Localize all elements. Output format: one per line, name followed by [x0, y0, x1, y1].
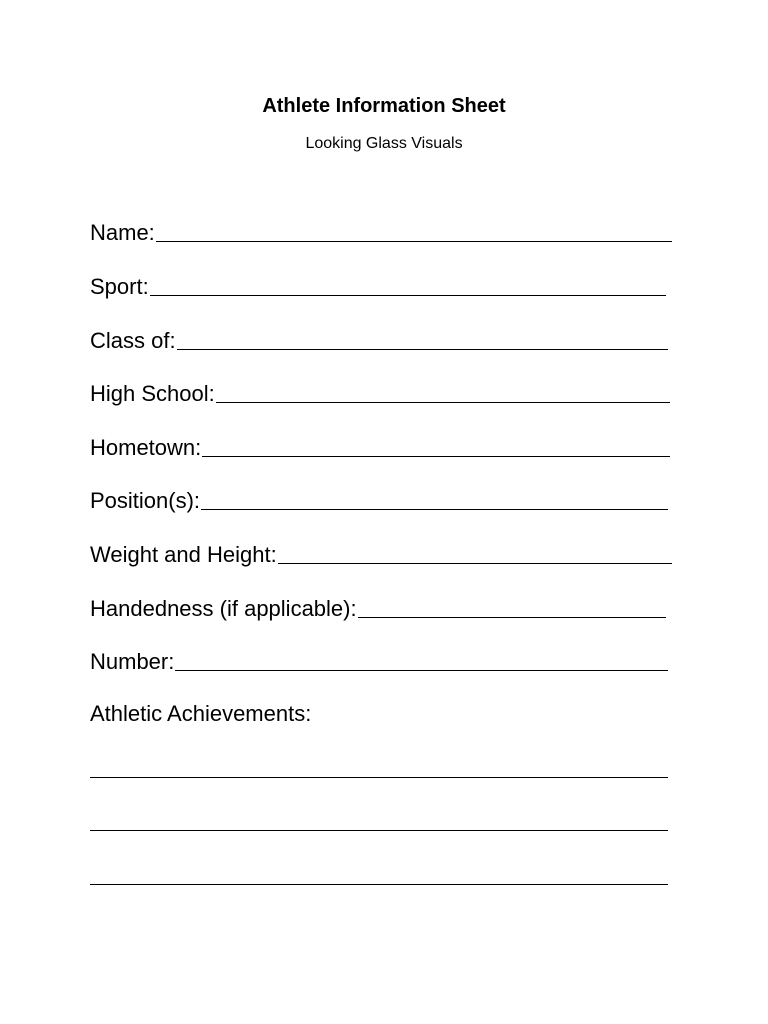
weight-height-line[interactable] — [278, 563, 672, 564]
number-label: Number: — [90, 649, 175, 674]
class-of-field[interactable] — [90, 324, 668, 354]
name-field[interactable] — [90, 216, 672, 246]
achievements-line-1[interactable] — [90, 777, 668, 778]
document-title: Athlete Information Sheet — [262, 95, 506, 117]
sport-line[interactable] — [150, 295, 666, 296]
handedness-field[interactable] — [90, 592, 666, 622]
hometown-line[interactable] — [202, 456, 670, 457]
achievements-line-2[interactable] — [90, 830, 668, 831]
handedness-line[interactable] — [358, 617, 666, 618]
high-school-field[interactable] — [90, 377, 670, 407]
weight-height-label: Weight and Height: — [90, 542, 277, 567]
hometown-label: Hometown: — [90, 435, 202, 460]
class-of-line[interactable] — [177, 349, 668, 350]
number-line[interactable] — [175, 670, 668, 671]
positions-label: Position(s): — [90, 488, 201, 513]
weight-height-field[interactable] — [90, 538, 672, 568]
achievements-line-3[interactable] — [90, 884, 668, 885]
class-of-label: Class of: — [90, 328, 176, 353]
document-subtitle: Looking Glass Visuals — [305, 135, 463, 152]
high-school-line[interactable] — [216, 402, 670, 403]
handedness-label: Handedness (if applicable): — [90, 596, 357, 621]
hometown-field[interactable] — [90, 431, 670, 461]
achievements-heading: Athletic Achievements: — [90, 701, 312, 726]
positions-field[interactable] — [90, 484, 668, 514]
positions-line[interactable] — [201, 509, 668, 510]
name-line[interactable] — [156, 241, 672, 242]
sport-label: Sport: — [90, 274, 149, 299]
sport-field[interactable] — [90, 270, 666, 300]
number-field[interactable] — [90, 645, 668, 675]
high-school-label: High School: — [90, 381, 215, 406]
name-label: Name: — [90, 220, 155, 245]
